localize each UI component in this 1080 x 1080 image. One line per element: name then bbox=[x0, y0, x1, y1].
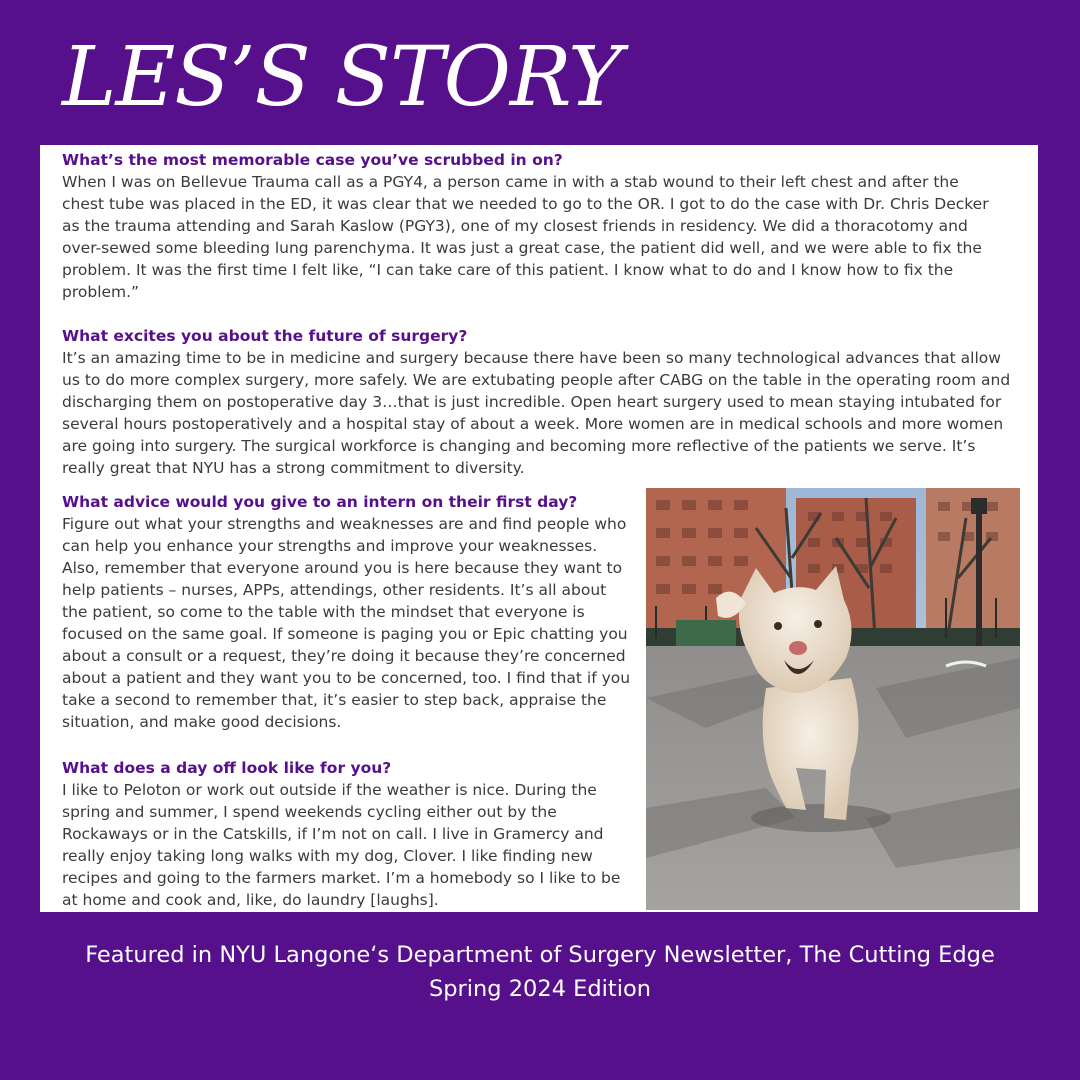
dog-photo bbox=[646, 488, 1020, 910]
article-card bbox=[40, 145, 1038, 912]
question-heading: What excites you about the future of surgery? bbox=[62, 327, 468, 345]
question-heading: What advice would you give to an intern on their first day? bbox=[62, 493, 578, 511]
page-title: LES’S STORY bbox=[62, 30, 622, 125]
newsletter-credit: Featured in NYU Langone‘s Department of Surgery Newsletter, The Cutting Edge Spring 2024 Edition bbox=[85, 942, 995, 1002]
answer-text: It’s an amazing time to be in medicine and surgery because there have been so many technological advances that allow us to do more complex surgery, more safely. We are extubating people after CABG on the table in the operating room and discharging them on postoperative day 3…that is just incredible. Open heart surgery used to mean staying intubated for several hours postoperatively and a hospital stay of about a week. More women are in medical schools and more women are going into surgery. The surgical workforce is changing and becoming more reflective of the patients we serve. It’s really great that NYU has a strong commitment to diversity. bbox=[62, 349, 1011, 477]
question-heading: What does a day off look like for you? bbox=[62, 759, 392, 777]
question-heading: What’s the most memorable case you’ve scrubbed in on? bbox=[62, 151, 563, 169]
qa-section-future-of-surgery bbox=[62, 325, 1012, 479]
qa-section-day-off bbox=[62, 757, 632, 911]
qa-section-intern-advice bbox=[62, 491, 632, 733]
answer-text: When I was on Bellevue Trauma call as a PGY4, a person came in with a stab wound to their left chest and after the chest tube was placed in the ED, it was clear that we needed to go to the OR. I got to do the case with Dr. Chris Decker as the trauma attending and Sarah Kaslow (PGY3), one of my closest friends in residency. We did a thoracotomy and over-sewed some bleeding lung parenchyma. It was just a great case, the patient did well, and we were able to fix the problem. It was the first time I felt like, “I can take care of this patient. I know what to do and I know how to fix the problem.” bbox=[62, 173, 989, 301]
answer-text: I like to Peloton or work out outside if the weather is nice. During the spring and summer, I spend weekends cycling either out by the Rockaways or in the Catskills, if I’m not on call. I live in Gramercy and really enjoy taking long walks with my dog, Clover. I like finding new recipes and going to the farmers market. I’m a homebody so I like to be at home and cook and, like, do laundry [laughs]. bbox=[62, 781, 621, 909]
qa-section-memorable-case bbox=[62, 149, 997, 303]
answer-text: Figure out what your strengths and weaknesses are and find people who can help you enhance your strengths and improve your weaknesses. Also, remember that everyone around you is here because they want to help patients – nurses, APPs, attendings, other residents. It’s all about the patient, so come to the table with the mindset that everyone is focused on the same goal. If someone is paging you or Epic chatting you about a consult or a request, they’re doing it because they’re concerned about a patient and they want you to be concerned, too. I find that if you take a second to remember that, it’s easier to step back, appraise the situation, and make good decisions. bbox=[62, 515, 631, 731]
